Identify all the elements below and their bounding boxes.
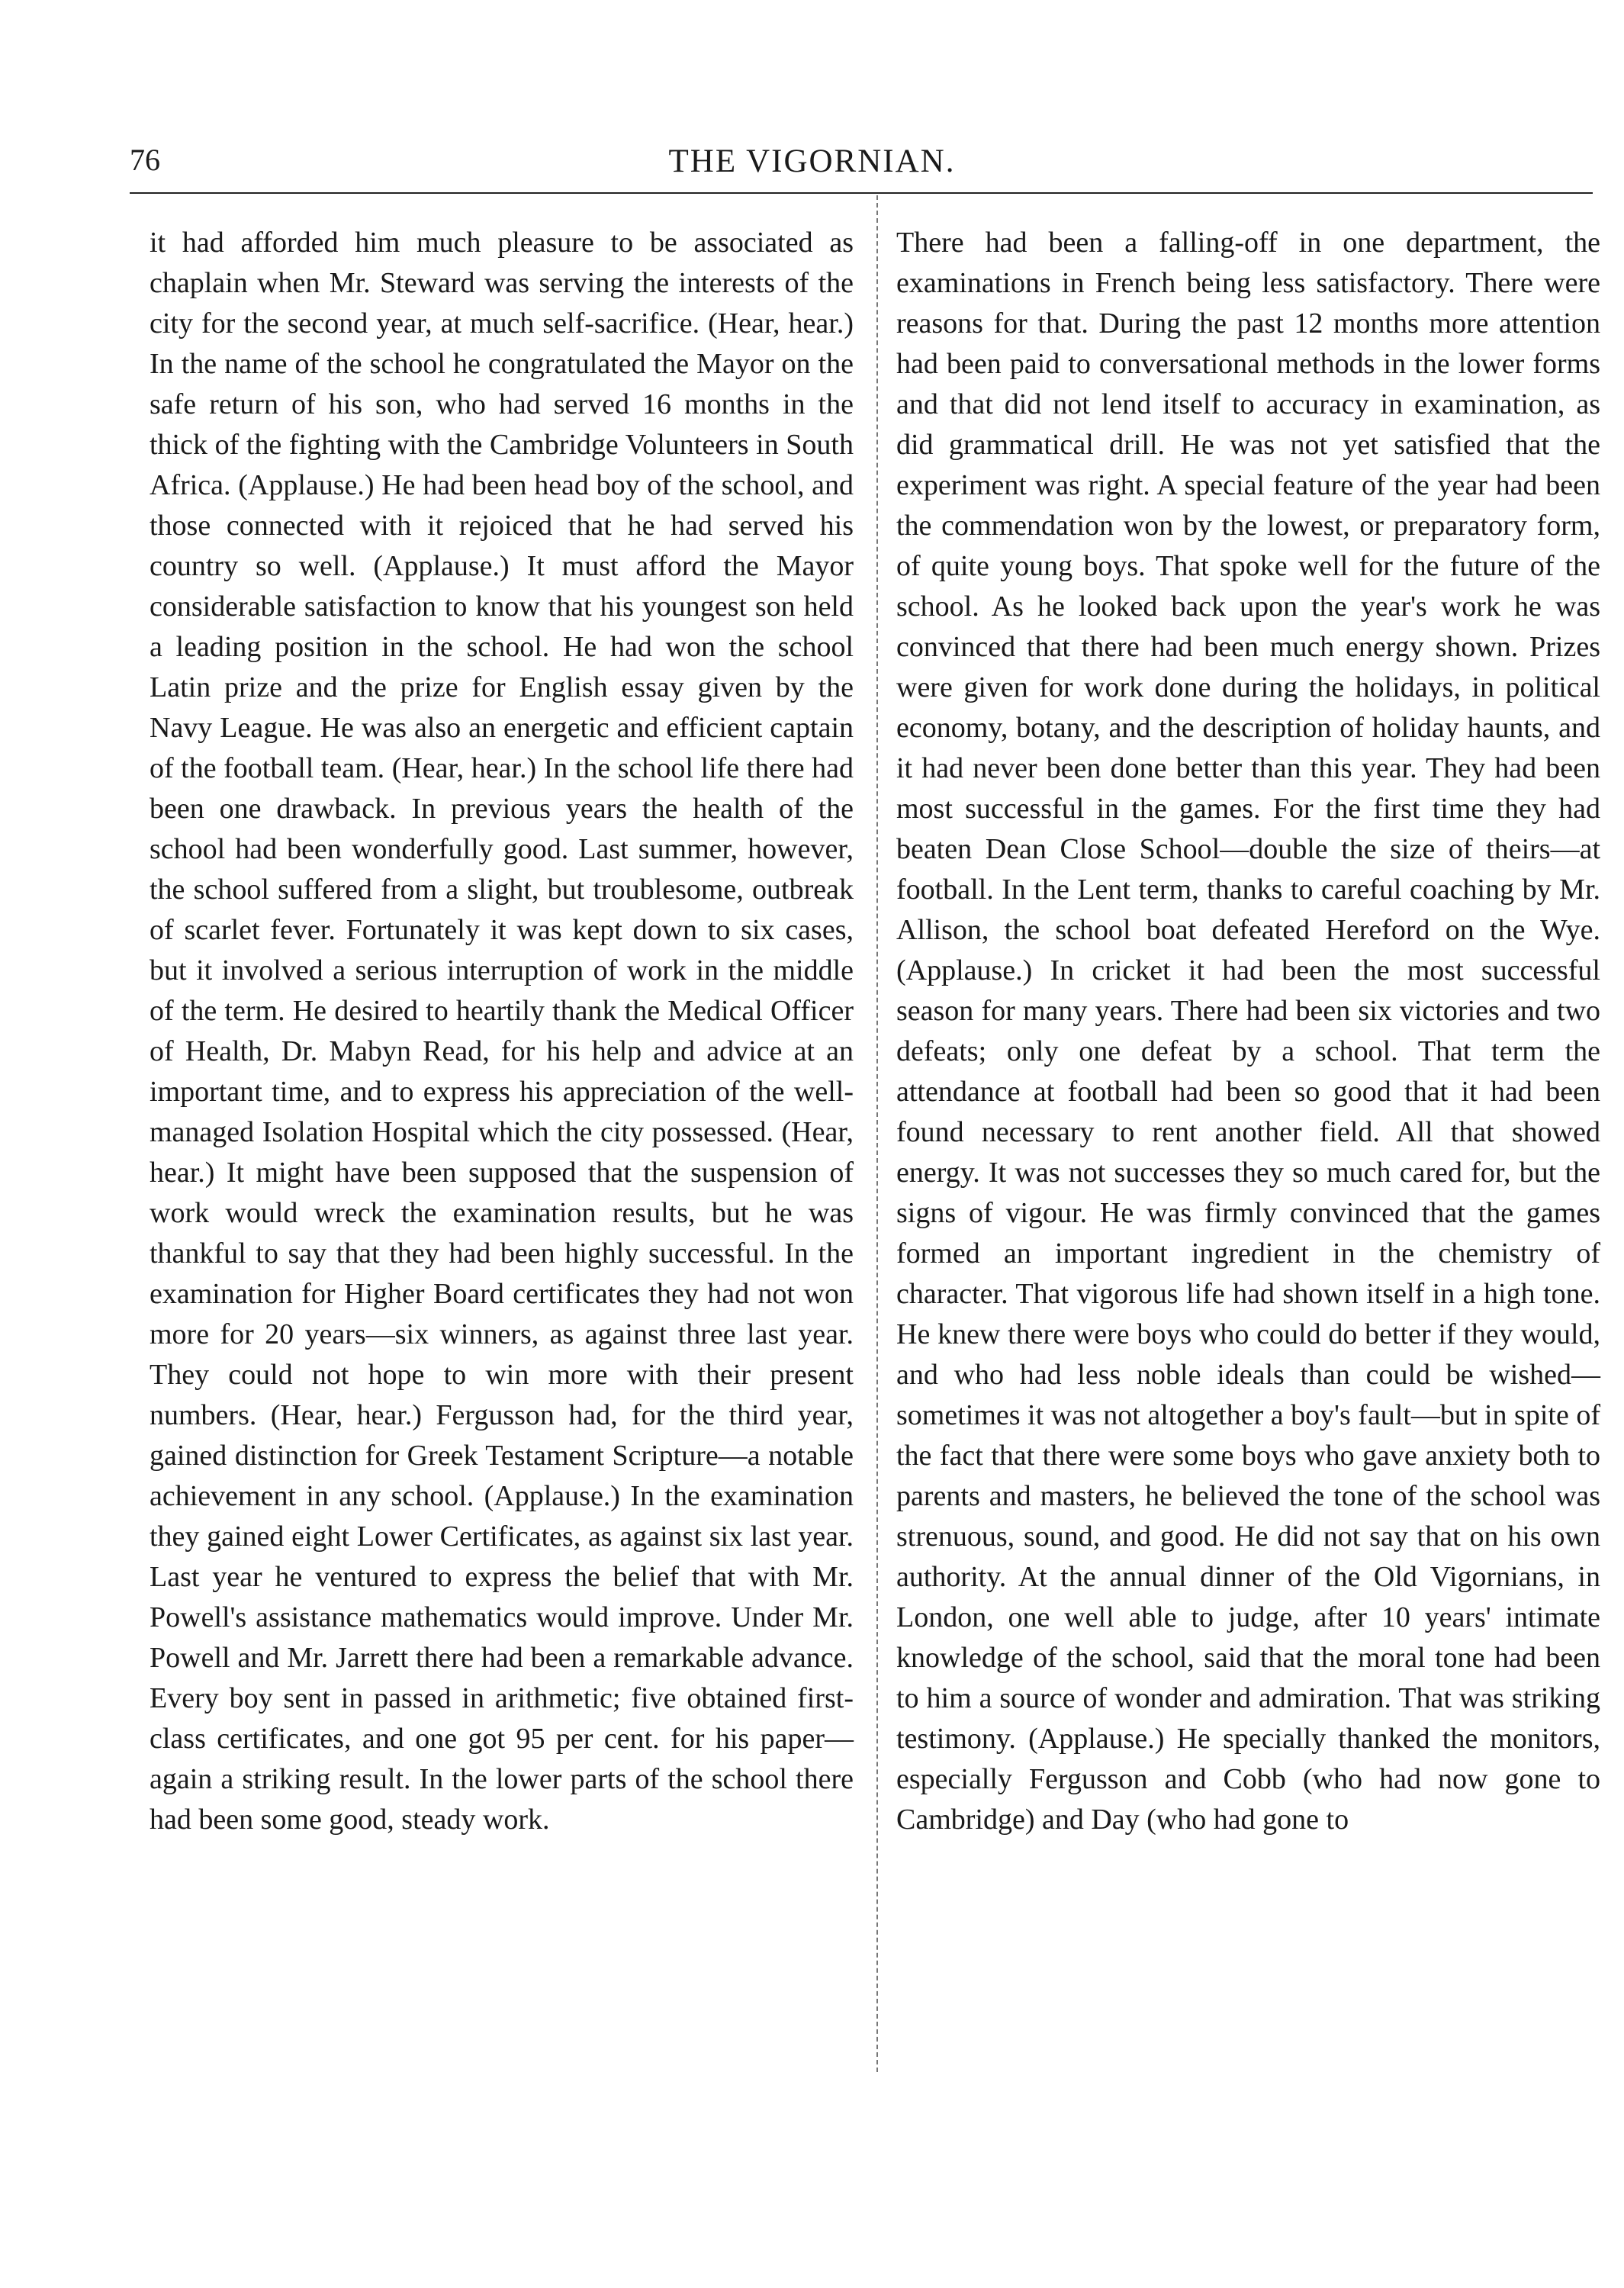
- header-rule: [130, 192, 1593, 194]
- page-number: 76: [130, 143, 160, 177]
- running-title: THE VIGORNIAN.: [668, 143, 956, 179]
- column-divider: [876, 195, 878, 2072]
- right-column-text: There had been a falling-off in one department, the examinations in French being less satisfactory. There were reasons for that. During the past 12 months more attention had been paid to conversational methods in the lower forms and that did not lend itself to accuracy in examination, as did grammatical drill. He was not yet satisfied that the experiment was right. A special feature of the year had been the commendation won by the lowest, or preparatory form, of quite young boys. That spoke well for the future of the school. As he looked back upon the year's work he was convinced that there had been much energy shown. Prizes were given for work done during the holidays, in political economy, botany, and the description of holiday haunts, and it had never been done better than this year. They had been most successful in the games. For the first time they had beaten Dean Close School—double the size of theirs—at football. In the Lent term, thanks to careful coaching by Mr. Allison, the school boat defeated Hereford on the Wye. (Applause.) In cricket it had been the most successful season for many years. There had been six victories and two defeats; only one defeat by a school. That term the attendance at football had been so good that it had been found necessary to rent another field. All that showed energy. It was not successes they so much cared for, but the signs of vigour. He was firmly convinced that the games formed an important ingredient in the chemistry of character. That vigorous life had shown itself in a high tone. He knew there were boys who could do better if they would, and who had less noble ideals than could be wished—sometimes it was not altogether a boy's fault—but in spite of the fact that there were some boys who gave anxiety both to parents and masters, he believed the tone of the school was strenuous, sound, and good. He did not say that on his own authority. At the annual dinner of the Old Vigornians, in London, one well able to judge, after 10 years' intimate knowledge of the school, said that the moral tone had been to him a source of wonder and admiration. That was striking testimony. (Applause.) He specially thanked the monitors, especially Fergusson and Cobb (who had now gone to Cambridge) and Day (who had gone to: [896, 227, 1600, 1836]
- left-column-text: it had afforded him much pleasure to be associated as chaplain when Mr. Steward was serving the interests of the city for the second year, at much self-sacrifice. (Hear, hear.) In the name of the school he congratulated the Mayor on the safe return of his son, who had served 16 months in the thick of the fighting with the Cambridge Volunteers in South Africa. (Applause.) He had been head boy of the school, and those connected with it rejoiced that he had served his country so well. (Applause.) It must afford the Mayor considerable satisfaction to know that his youngest son held a leading position in the school. He had won the school Latin prize and the prize for English essay given by the Navy League. He was also an energetic and efficient captain of the football team. (Hear, hear.) In the school life there had been one drawback. In previous years the health of the school had been wonderfully good. Last summer, however, the school suffered from a slight, but troublesome, outbreak of scarlet fever. Fortunately it was kept down to six cases, but it involved a serious interruption of work in the middle of the term. He desired to heartily thank the Medical Officer of Health, Dr. Mabyn Read, for his help and advice at an important time, and to express his appreciation of the well-managed Isolation Hospital which the city possessed. (Hear, hear.) It might have been supposed that the suspension of work would wreck the examination results, but he was thankful to say that they had been highly successful. In the examination for Higher Board certificates they had not won more for 20 years—six winners, as against three last year. They could not hope to win more with their present numbers. (Hear, hear.) Fergusson had, for the third year, gained distinction for Greek Testament Scripture—a notable achievement in any school. (Applause.) In the examination they gained eight Lower Certificates, as against six last year. Last year he ventured to express the belief that with Mr. Powell's assistance mathematics would improve. Under Mr. Powell and Mr. Jarrett there had been a remarkable advance. Every boy sent in passed in arithmetic; five obtained first-class certificates, and one got 95 per cent. for his paper—again a striking result. In the lower parts of the school there had been some good, steady work.: [150, 227, 854, 1836]
- left-column: [150, 223, 854, 1840]
- right-column: [896, 223, 1600, 1840]
